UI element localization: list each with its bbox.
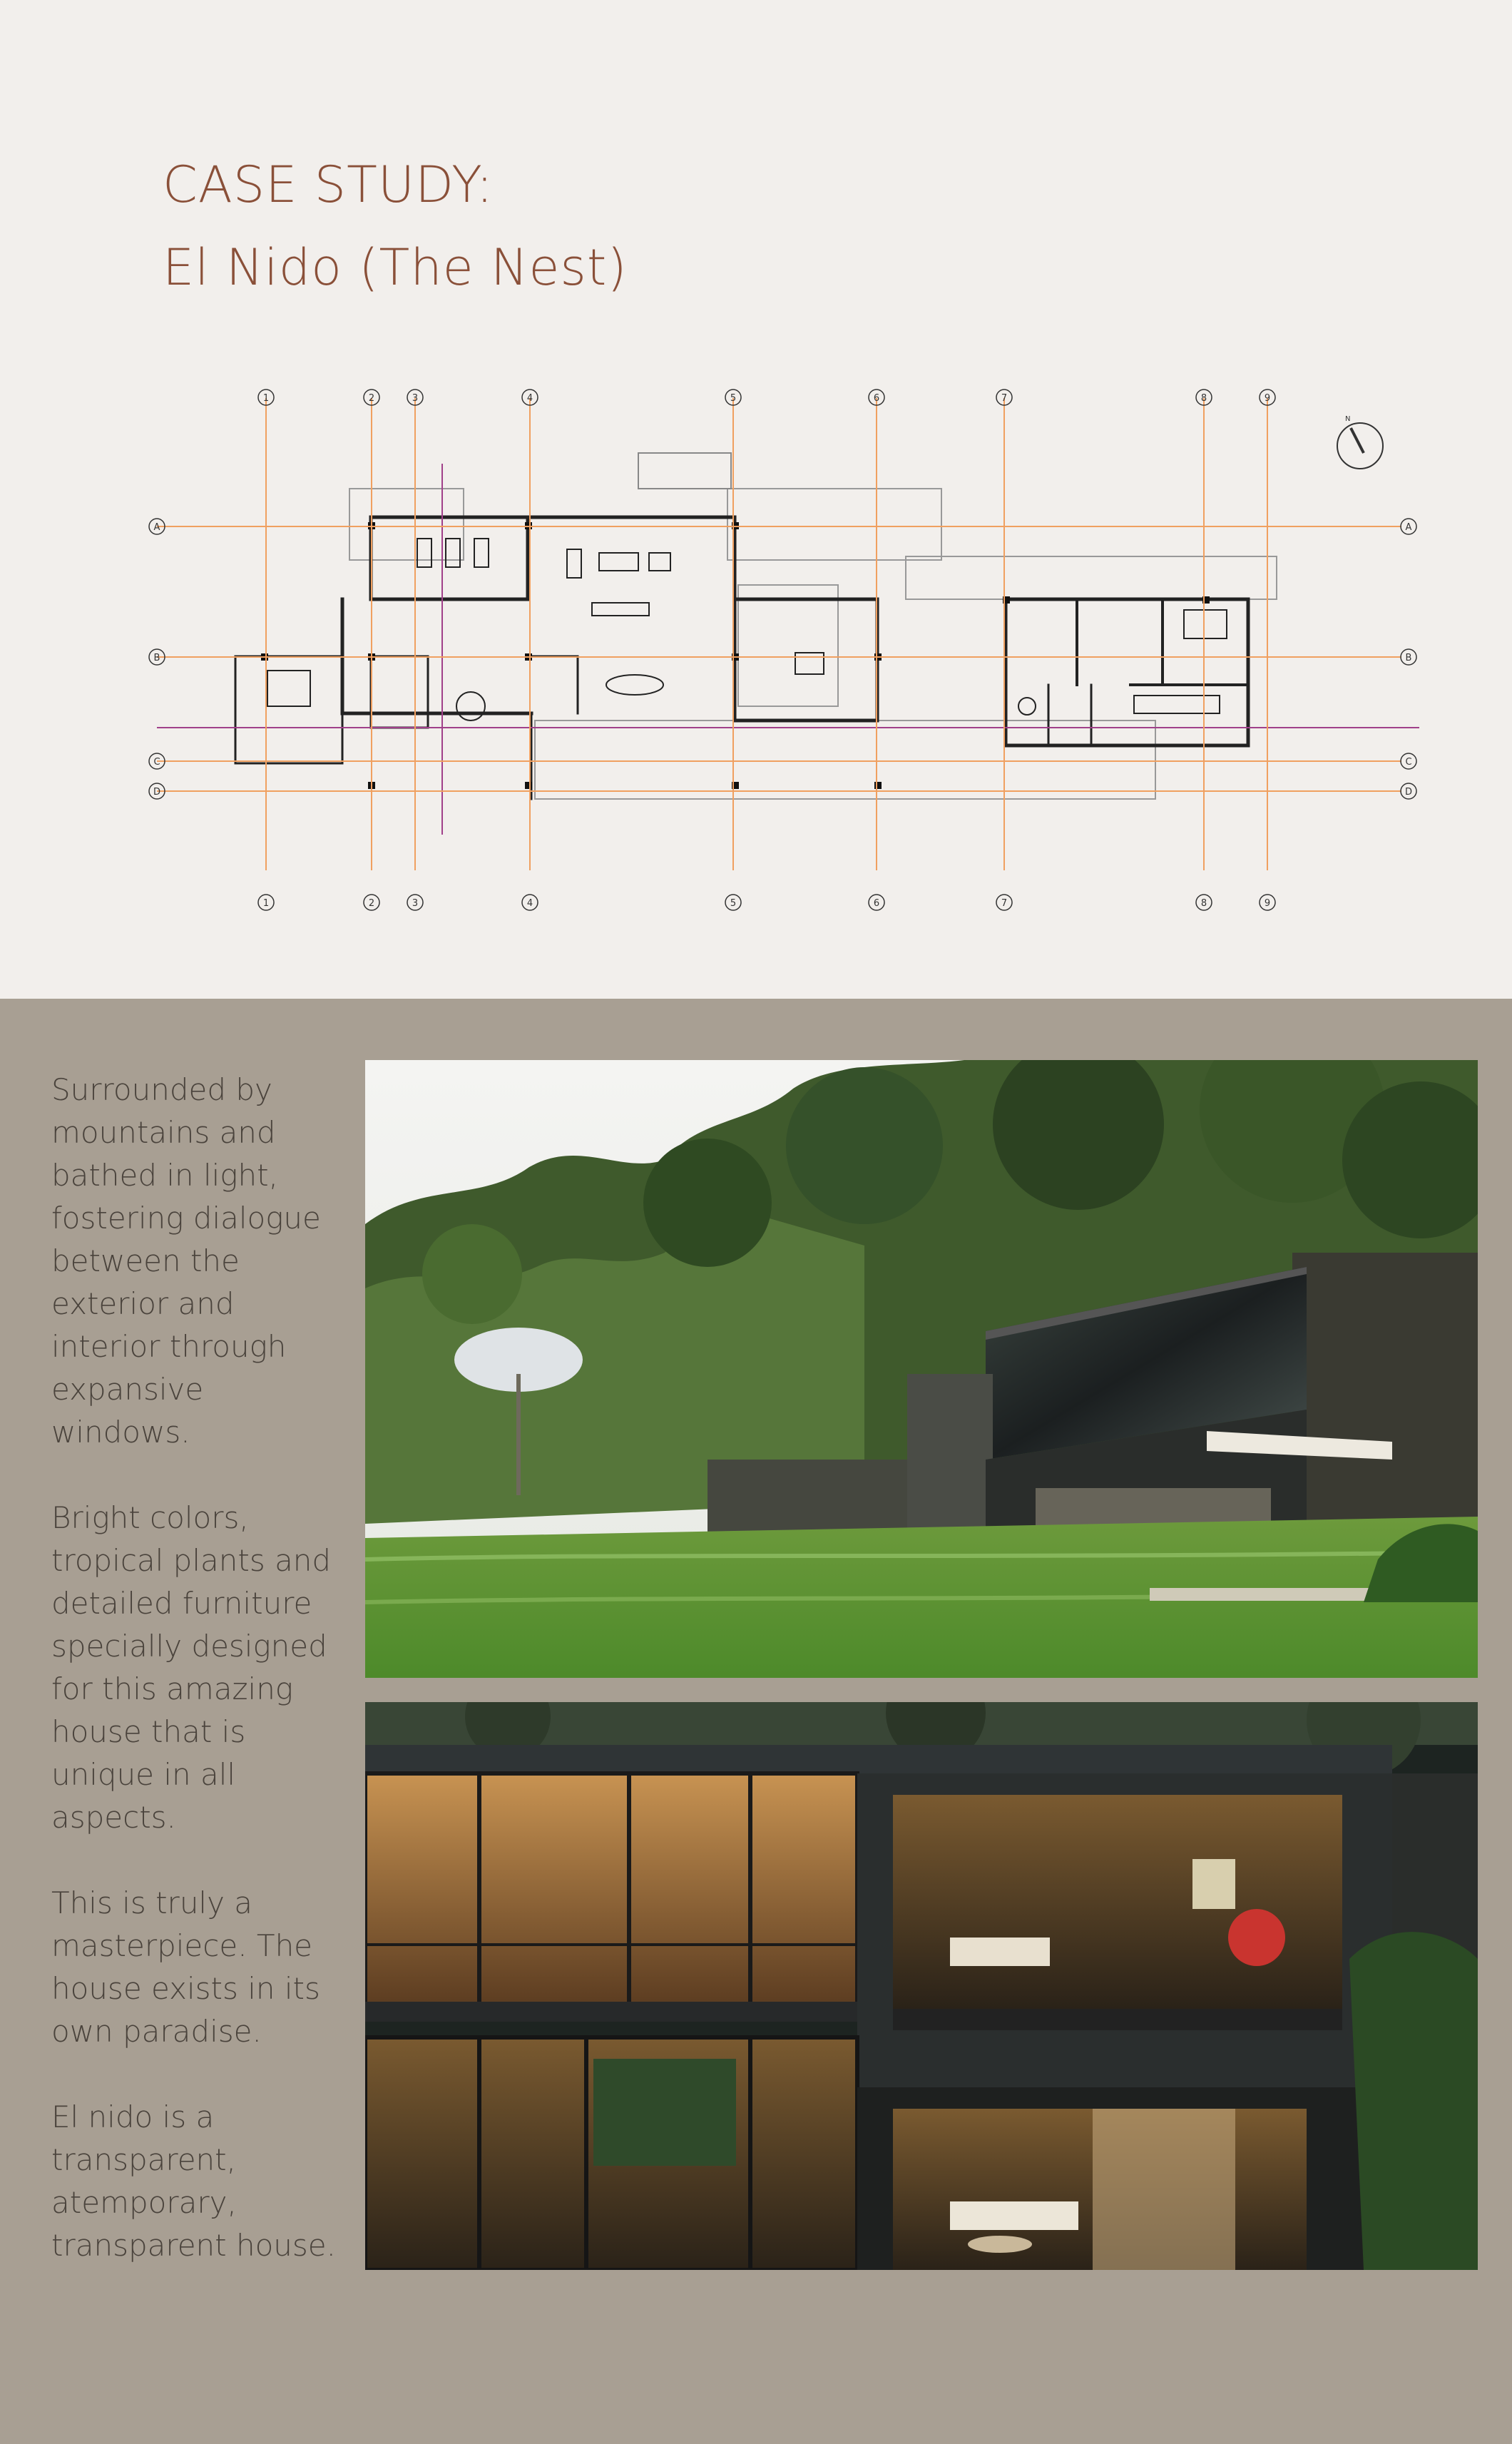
exterior-day-photo <box>365 1060 1478 1678</box>
svg-text:8: 8 <box>1200 393 1207 404</box>
description-paragraph-2: Bright colors, tropical plants and detailed furniture specially designed for this amazing house that is unique in all aspects. <box>51 1500 332 1835</box>
floor-plan <box>136 371 1441 927</box>
grid-row-label-right-C <box>1401 753 1416 769</box>
svg-text:D: D <box>153 787 161 798</box>
svg-text:6: 6 <box>873 393 880 404</box>
north-arrow-icon <box>1337 415 1383 469</box>
svg-text:4: 4 <box>526 898 533 909</box>
floor-plan-walls <box>235 453 1277 799</box>
page-subtitle: El Nido (The Nest) <box>163 238 628 297</box>
svg-text:9: 9 <box>1264 898 1271 909</box>
grid-column-label-bottom-4 <box>522 895 538 910</box>
grid-labels <box>149 389 1416 910</box>
svg-text:3: 3 <box>412 393 419 404</box>
grid-column-label-bottom-1 <box>258 895 274 910</box>
page-title: CASE STUDY: <box>163 156 494 214</box>
svg-text:2: 2 <box>368 393 375 404</box>
svg-text:A: A <box>153 522 160 533</box>
svg-text:B: B <box>153 653 160 663</box>
svg-text:A: A <box>1405 522 1412 533</box>
description-paragraph-1: Surrounded by mountains and bathed in light, fostering dialogue between the exterior and interior through expansive windows. <box>51 1072 321 1450</box>
grid-column-label-top-4 <box>522 389 538 405</box>
grid-column-label-bottom-2 <box>364 895 379 910</box>
svg-text:7: 7 <box>1001 393 1008 404</box>
svg-text:3: 3 <box>412 898 419 909</box>
grid-column-label-top-2 <box>364 389 379 405</box>
grid-column-label-top-9 <box>1260 389 1275 405</box>
grid-column-label-bottom-3 <box>407 895 423 910</box>
header-section <box>0 0 1512 999</box>
grid-row-label-right-B <box>1401 649 1416 665</box>
description-paragraph-4: El nido is a transparent, atemporary, transparent house. <box>51 2099 336 2263</box>
grid-column-label-top-8 <box>1196 389 1212 405</box>
grid-column-label-bottom-5 <box>725 895 741 910</box>
svg-text:D: D <box>1404 787 1413 798</box>
grid-column-label-top-7 <box>996 389 1012 405</box>
svg-text:C: C <box>153 757 160 768</box>
svg-text:2: 2 <box>368 898 375 909</box>
svg-text:8: 8 <box>1200 898 1207 909</box>
north-arrow-label: N <box>1345 415 1351 423</box>
svg-text:9: 9 <box>1264 393 1271 404</box>
description-paragraph-3: This is truly a masterpiece. The house exists in its own paradise. <box>51 1885 320 2049</box>
grid-row-label-right-D <box>1401 783 1416 799</box>
svg-text:5: 5 <box>730 898 737 909</box>
svg-text:B: B <box>1405 653 1412 663</box>
svg-text:1: 1 <box>262 393 270 404</box>
grid-column-label-top-3 <box>407 389 423 405</box>
grid-column-label-bottom-9 <box>1260 895 1275 910</box>
svg-text:1: 1 <box>262 898 270 909</box>
grid-column-label-top-1 <box>258 389 274 405</box>
svg-text:4: 4 <box>526 393 533 404</box>
grid-row-label-right-A <box>1401 519 1416 534</box>
grid-column-label-top-6 <box>869 389 884 405</box>
grid-column-label-bottom-8 <box>1196 895 1212 910</box>
exterior-night-photo <box>365 1702 1478 2270</box>
svg-text:7: 7 <box>1001 898 1008 909</box>
svg-text:5: 5 <box>730 393 737 404</box>
svg-text:6: 6 <box>873 898 880 909</box>
description-column <box>51 1069 337 2310</box>
svg-text:C: C <box>1405 757 1412 768</box>
grid-column-label-top-5 <box>725 389 741 405</box>
grid-column-label-bottom-7 <box>996 895 1012 910</box>
grid-column-label-bottom-6 <box>869 895 884 910</box>
